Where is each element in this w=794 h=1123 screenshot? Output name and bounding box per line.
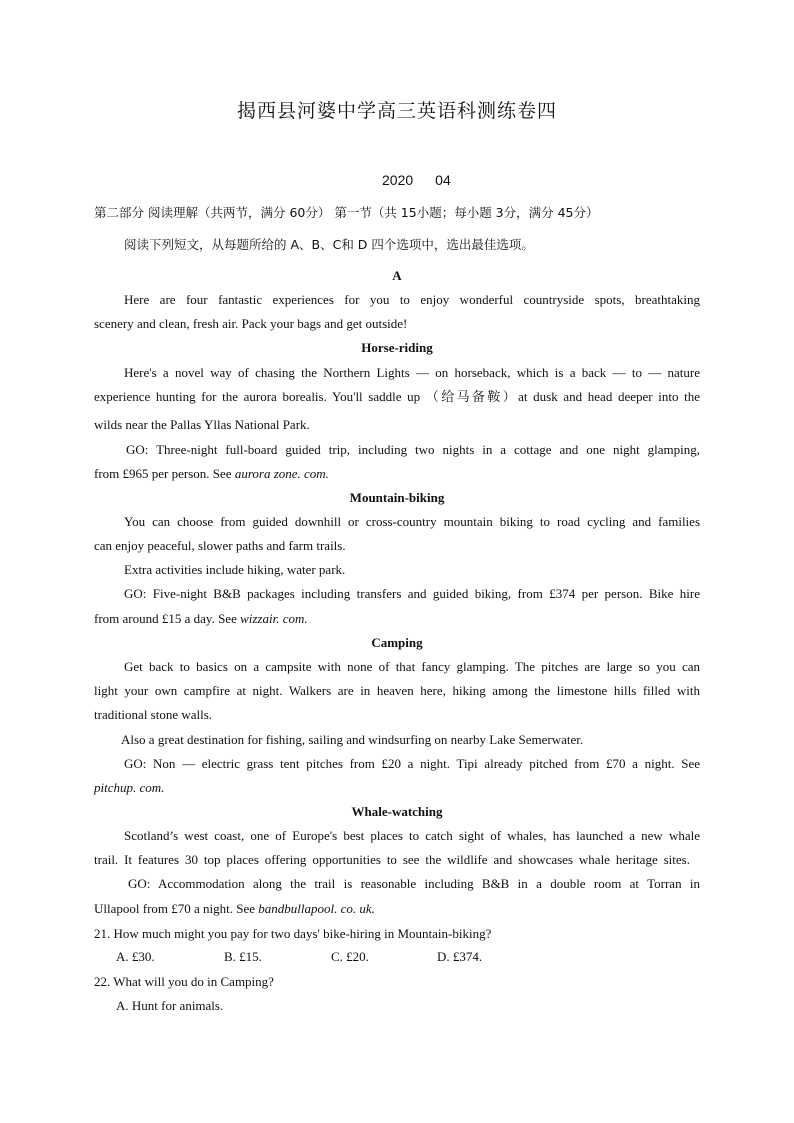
date-year: 2020 [382,172,414,188]
whale-link: bandbullapool. co. uk. [258,901,375,916]
bike-line-4: GO: Five-night B&B packages including transfers and guided biking, from £374 per person. Bike hire [124,586,700,601]
bike-link: wizzair. com. [240,611,308,626]
section-header: 第二部分 阅读理解（共两节，满分 60分） 第一节（共 15小题；每小题 3分，满分 45分） [94,205,599,220]
camp-link: pitchup. com. [94,780,165,795]
camp-line-4: Also a great destination for fishing, sailing and windsurfing on nearby Lake Semerwater. [121,732,584,747]
exam-date [382,172,473,188]
q21-option-a: A. £30. [116,949,155,964]
q21-option-c: C. £20. [331,949,369,964]
q21-option-d: D. £374. [437,949,483,964]
bike-go-line-2 [94,610,308,628]
whale-go-line-1: GO: Accommodation along the trail is reasonable including B&B in a double room at Torran in [128,876,700,891]
horse-go-text: from £965 per person. See [94,466,235,481]
camp-line-1: Get back to basics on a campsite with none of that fancy glamping. The pitches are large so you can [124,659,700,674]
whale-go-line-2 [94,900,375,918]
bike-go-text: from around £15 a day. See [94,611,241,626]
horse-go-line-2 [94,465,329,483]
q21-option-b: B. £15. [224,949,262,964]
passage-label: A [392,268,402,283]
page-title: 揭西县河婆中学高三英语科测练卷四 [236,100,557,122]
intro-line-1: Here are four fantastic experiences for you to enjoy wonderful countryside spots, breathtaking [124,292,700,307]
date-month: 04 [435,172,451,188]
whale-line-2: trail. It features 30 top places offering opportunities to see the wildlife and showcases whale heritage sites. [94,852,690,867]
bike-line-3: Extra activities include hiking, water park. [124,562,346,577]
heading-camping: Camping [371,635,423,650]
question-22-stem: 22. What will you do in Camping? [94,974,274,989]
heading-whale-watching: Whale-watching [351,804,443,819]
camp-line-3: traditional stone walls. [94,707,213,722]
horse-line-2: experience hunting for the aurora borealis. You'll saddle up （给马备鞍）at dusk and head deeper into the [94,389,700,404]
camp-line-5: GO: Non — electric grass tent pitches from £20 a night. Tipi already pitched from £70 a night. See [124,756,700,771]
question-21-stem: 21. How much might you pay for two days' bike-hiring in Mountain-biking? [94,926,492,941]
bike-line-2: can enjoy peaceful, slower paths and farm trails. [94,538,346,553]
horse-link: aurora zone. com. [234,466,329,481]
whale-line-1: Scotland’s west coast, one of Europe's best places to catch sight of whales, has launched a new whale [124,828,700,843]
heading-mountain-biking: Mountain-biking [349,490,445,505]
horse-go-line-1: GO: Three-night full-board guided trip, including two nights in a cottage and one night glamping, [126,442,700,457]
q22-option-a: A. Hunt for animals. [116,998,224,1013]
intro-line-2: scenery and clean, fresh air. Pack your bags and get outside! [94,316,408,331]
whale-go-text: Ullapool from £70 a night. See [94,901,259,916]
horse-line-1: Here's a novel way of chasing the Northern Lights — on horseback, which is a back — to — nature [124,365,700,380]
camp-line-2: light your own campfire at night. Walkers are in heaven here, hiking among the limestone hills filled with [94,683,700,698]
horse-line-3: wilds near the Pallas Yllas National Park. [94,417,310,432]
camp-link-line [94,779,164,797]
heading-horse-riding: Horse-riding [361,340,433,355]
instruction: 阅读下列短文，从每题所给的 A、B、C和 D 四个选项中，选出最佳选项。 [124,237,534,252]
bike-line-1: You can choose from guided downhill or cross-country mountain biking to road cycling and families [124,514,700,529]
